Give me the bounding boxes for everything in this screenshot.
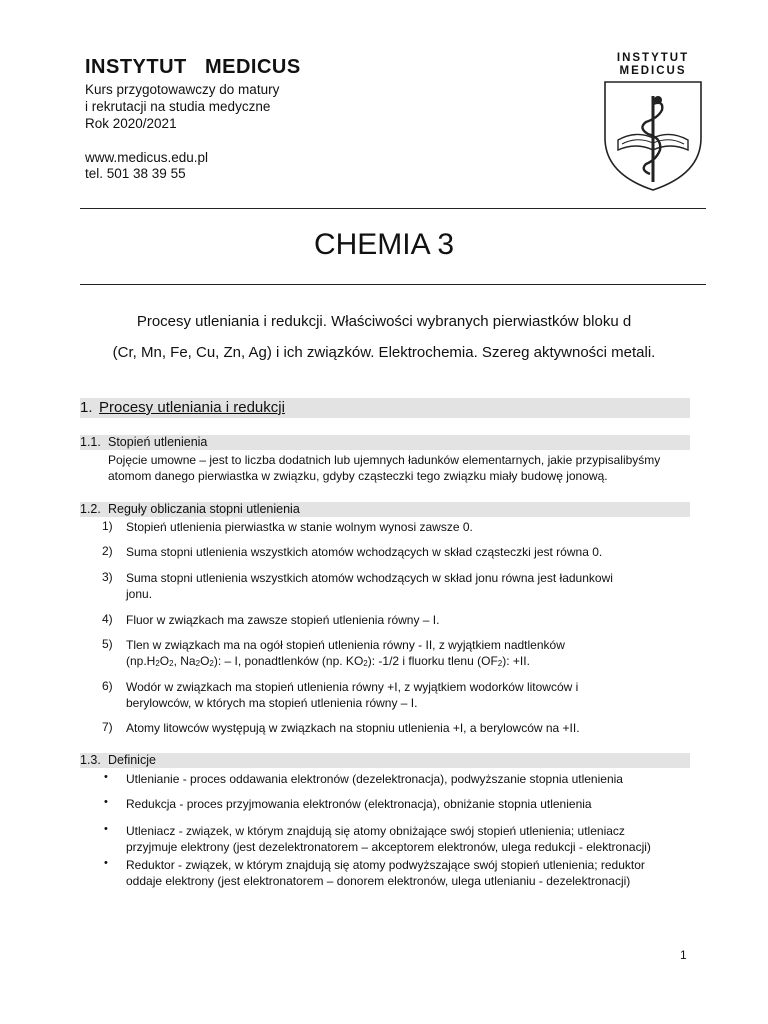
list-item-continuation: berylowców, w których ma stopień utlenienia równy – I. <box>126 696 418 710</box>
definition-line-1: Pojęcie umowne – jest to liczba dodatnich lub ujemnych ładunków elementarnych, jakie przypisalibyśmy <box>108 453 661 467</box>
list-item: Utleniacz - związek, w którym znajdują się atomy obniżające swój stopień utlenienia; utleniacz <box>126 824 625 838</box>
organization-name: INSTYTUT MEDICUS <box>85 56 301 78</box>
section-number: 1. <box>80 399 93 416</box>
list-item: Redukcja - proces przyjmowania elektronów (elektronacja), obniżanie stopnia utlenienia <box>126 797 592 811</box>
list-item-continuation: ($np.H_2O_2$, $Na_2O_2$): – I, ponadtlenków (np. $KO_2$): -1/2 i fluorku tlenu $(OF_2)$: +II. <box>126 654 530 668</box>
page-number: 1 <box>680 948 687 962</box>
bullet-icon: • <box>104 796 108 808</box>
institute-logo <box>600 52 706 192</box>
caduceus-shield-icon <box>600 78 706 192</box>
section-heading-1 <box>80 398 690 418</box>
subsection-heading-1-2 <box>80 502 690 517</box>
list-number: 1) <box>102 519 113 533</box>
list-item: Fluor w związkach ma zawsze stopień utlenienia równy – I. <box>126 613 440 627</box>
bullet-icon: • <box>104 771 108 783</box>
document-title: CHEMIA 3 <box>313 228 455 261</box>
bullet-icon: • <box>104 857 108 869</box>
list-item-continuation: przyjmuje elektrony (jest dezelektronatorem – akceptorem elektronów, ulega redukcji - elektronacji) <box>126 840 651 854</box>
subsection-number: 1.1. <box>80 435 101 449</box>
bullet-icon: • <box>104 823 108 835</box>
logo-line-2: MEDICUS <box>619 64 687 77</box>
list-item: Suma stopni utlenienia wszystkich atomów wchodzących w skład cząsteczki jest równa 0. <box>126 545 603 559</box>
definition-line-2: atomom danego pierwiastka w związku, gdyby cząsteczki tego związku miały budowę jonową. <box>108 469 608 483</box>
subtitle-line-1: Procesy utleniania i redukcji. Właściwości wybranych pierwiastków bloku d <box>136 313 632 330</box>
subsection-heading-1-3 <box>80 753 690 768</box>
subsection-title: Reguły obliczania stopni utlenienia <box>108 502 300 516</box>
list-number: 5) <box>102 637 113 651</box>
list-number: 7) <box>102 720 113 734</box>
list-item: Tlen w związkach ma na ogół stopień utlenienia równy - II, z wyjątkiem nadtlenków <box>126 638 565 652</box>
list-item: Suma stopni utlenienia wszystkich atomów wchodzących w skład jonu równa jest ładunkowi <box>126 571 613 585</box>
list-item-continuation: jonu. <box>126 587 153 601</box>
website-link[interactable]: www.medicus.edu.pl <box>85 150 209 165</box>
header-line-course: Kurs przygotowawczy do matury <box>85 82 280 97</box>
section-title: Procesy utleniania i redukcji <box>99 399 285 416</box>
subsection-number: 1.3. <box>80 753 101 767</box>
list-item: Atomy litowców występują w związkach na stopniu utlenienia +I, a berylowców na +II. <box>126 721 580 735</box>
phone-number: tel. 501 38 39 55 <box>85 166 186 181</box>
list-item: Reduktor - związek, w którym znajdują się atomy podwyższające swój stopień utlenienia; reduktor <box>126 858 645 872</box>
list-number: 3) <box>102 570 113 584</box>
subsection-number: 1.2. <box>80 502 101 516</box>
header-line-year: Rok 2020/2021 <box>85 116 177 131</box>
subsection-title: Definicje <box>108 753 156 767</box>
subtitle-line-2: (Cr, Mn, Fe, Cu, Zn, Ag) i ich związków. Elektrochemia. Szereg aktywności metali. <box>112 344 656 361</box>
list-number: 2) <box>102 544 113 558</box>
list-item: Wodór w związkach ma stopień utlenienia równy +I, z wyjątkiem wodorków litowców i <box>126 680 579 694</box>
subsection-title: Stopień utlenienia <box>108 435 208 449</box>
list-number: 6) <box>102 679 113 693</box>
list-number: 4) <box>102 612 113 626</box>
list-item-continuation: oddaje elektrony (jest elektronatorem – donorem elektronów, ulega utlenianiu - dezelektronacji) <box>126 874 631 888</box>
divider-top <box>80 208 706 209</box>
header-line-recruitment: i rekrutacji na studia medyczne <box>85 99 271 114</box>
divider-bottom <box>80 284 706 285</box>
list-item: Utlenianie - proces oddawania elektronów (dezelektronacja), podwyższanie stopnia utlenienia <box>126 772 623 786</box>
list-item: Stopień utlenienia pierwiastka w stanie wolnym wynosi zawsze 0. <box>126 520 473 534</box>
subsection-heading-1-1 <box>80 435 690 450</box>
logo-line-1: INSTYTUT <box>616 52 690 64</box>
